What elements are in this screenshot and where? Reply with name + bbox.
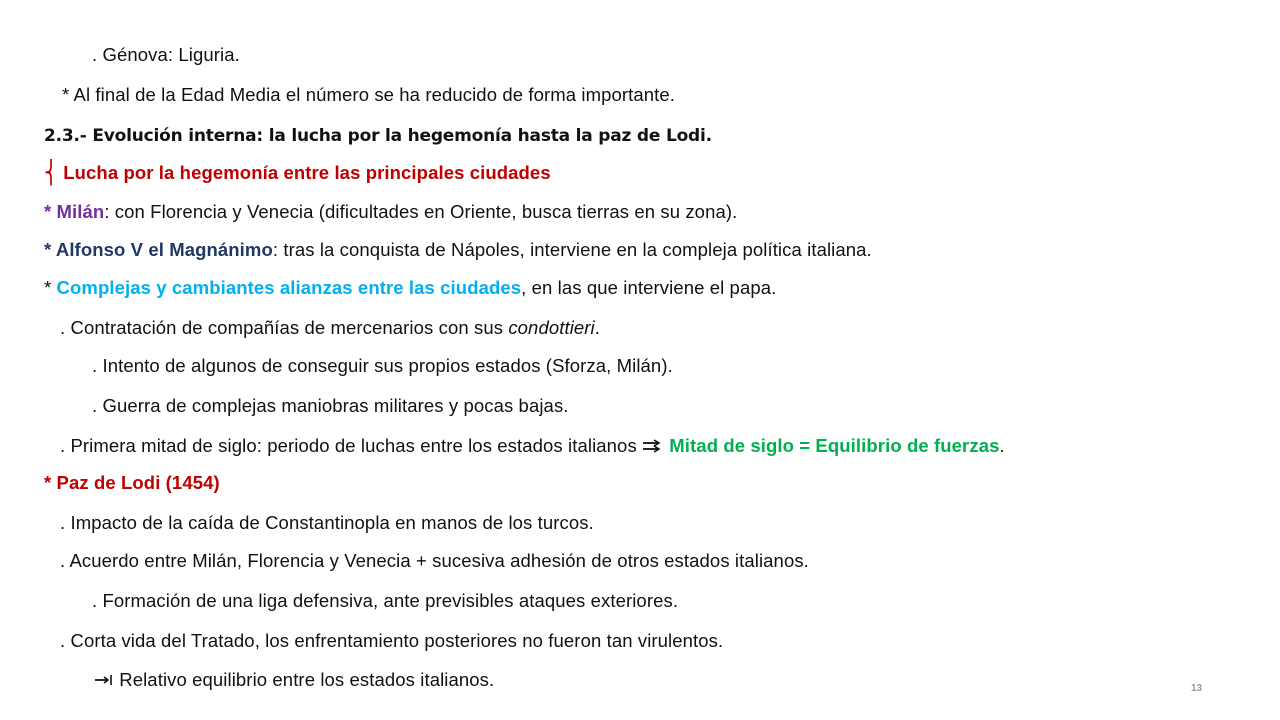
lucha-text: Lucha por la hegemonía entre las principales ciudades (63, 162, 551, 183)
line-relativo-equilibrio (94, 668, 494, 693)
primera-mitad-end: . (999, 435, 1005, 456)
milan-text: : con Florencia y Venecia (dificultades en Oriente, busca tierras en su zona). (104, 201, 738, 222)
milan-bullet: * (44, 201, 57, 222)
brace-icon: ⎨ (44, 159, 58, 185)
relativo-text: Relativo equilibrio entre los estados italianos. (119, 669, 495, 690)
line-genova: . Génova: Liguria. (92, 44, 240, 65)
line-corta-vida: . Corta vida del Tratado, los enfrentamiento posteriores no fueron tan virulentos. (60, 630, 724, 651)
line-lucha-hegemonia (44, 161, 551, 185)
right-arrow-to-bar-icon (94, 669, 114, 693)
contratacion-text: . Contratación de compañías de mercenarios con sus (60, 317, 509, 338)
line-alfonso (44, 238, 872, 262)
section-heading: 2.3.- Evolución interna: la lucha por la hegemonía hasta la paz de Lodi. (44, 126, 712, 146)
alianzas-bullet: * (44, 277, 57, 298)
line-milan (44, 200, 737, 224)
line-primera-mitad (60, 434, 1005, 459)
line-contratacion (60, 316, 600, 340)
line-alianzas (44, 276, 776, 300)
line-acuerdo: . Acuerdo entre Milán, Florencia y Venecia + sucesiva adhesión de otros estados italianos. (60, 550, 809, 571)
primera-mitad-text: . Primera mitad de siglo: periodo de luchas entre los estados italianos (60, 435, 643, 456)
alfonso-text: : tras la conquista de Nápoles, interviene en la compleja política italiana. (272, 239, 872, 260)
double-right-arrow-icon (642, 435, 664, 459)
page-number: 13 (1191, 683, 1203, 694)
alfonso-label: * Alfonso V el Magnánimo (44, 239, 273, 260)
contratacion-end: . (594, 317, 601, 338)
condottieri-text: condottieri (508, 317, 595, 338)
line-liga: . Formación de una liga defensiva, ante previsibles ataques exteriores. (92, 590, 679, 611)
milan-label: Milán (56, 201, 105, 222)
line-intento: . Intento de algunos de conseguir sus propios estados (Sforza, Milán). (92, 355, 673, 376)
line-paz-lodi: * Paz de Lodi (1454) (44, 472, 220, 493)
alianzas-text: , en las que interviene el papa. (521, 277, 777, 298)
line-guerra: . Guerra de complejas maniobras militares y pocas bajas. (92, 395, 569, 416)
equilibrio-label: Mitad de siglo = Equilibrio de fuerzas (669, 435, 1000, 456)
line-edad-media: * Al final de la Edad Media el número se ha reducido de forma importante. (62, 84, 676, 105)
line-impacto: . Impacto de la caída de Constantinopla en manos de los turcos. (60, 512, 594, 533)
alianzas-label: Complejas y cambiantes alianzas entre las ciudades (56, 277, 522, 298)
